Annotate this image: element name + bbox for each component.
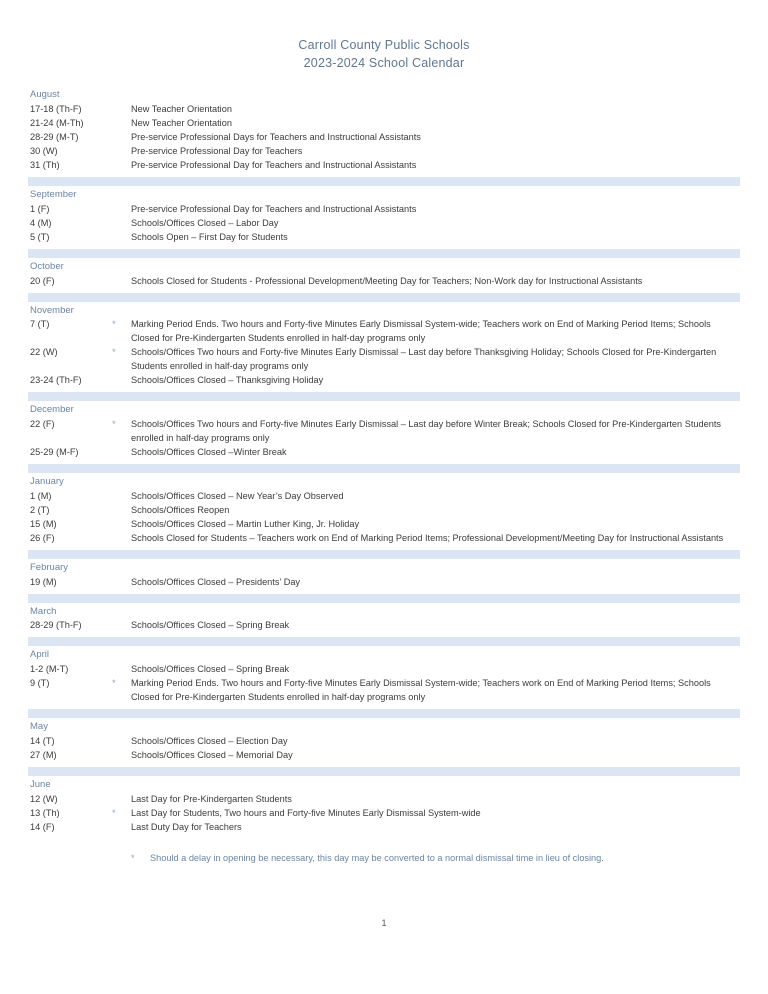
section-divider-band [28,594,740,603]
entry-date: 9 (T) [30,678,50,689]
title-line-2: 2023-2024 School Calendar [303,56,465,71]
month-section [28,460,740,546]
footnote-asterisk-marker: * [131,853,135,864]
entry-description: Schools/Offices Closed – Thanksgiving Holiday [131,375,324,386]
entry-description: Last Day for Students, Two hours and Forty-five Minutes Early Dismissal System-wide [131,807,481,818]
entry-description: Schools/Offices Closed – Spring Break [131,620,290,631]
calendar-entry [28,821,740,835]
entry-date: 20 (F) [30,275,55,286]
calendar-entry [28,504,740,518]
entry-description: Schools/Offices Closed – Memorial Day [131,749,293,760]
footnote [28,852,740,866]
month-section [28,633,740,705]
entry-description: Schools/Offices Reopen [131,504,230,515]
entry-date: 26 (F) [30,532,55,543]
calendar-entry [28,576,740,590]
month-heading: December [30,404,74,416]
entry-description: Schools/Offices Closed – Martin Luther King, Jr. Holiday [131,518,360,529]
entry-asterisk-marker: * [112,419,116,431]
calendar-entry [28,793,740,807]
entry-date: 7 (T) [30,319,50,330]
section-divider-band [28,550,740,559]
entry-description: Schools Open – First Day for Students [131,231,288,242]
entry-description: Schools/Offices Closed – Election Day [131,735,288,746]
entry-date: 1-2 (M-T) [30,664,69,675]
entry-description: New Teacher Orientation [131,118,232,129]
calendar-entry [28,117,740,131]
calendar-entry [28,217,740,231]
month-section [28,245,740,289]
month-heading: March [30,605,57,617]
calendar-entry [28,374,740,388]
month-section [28,388,740,460]
month-heading: January [30,476,64,488]
month-heading: February [30,561,69,573]
calendar-entry [28,807,740,821]
calendar-entry [28,490,740,504]
entry-date: 5 (T) [30,231,50,242]
entry-description: Marking Period Ends. Two hours and Forty-five Minutes Early Dismissal System-wide; Teachers work on End of Marking Period Items; Schools Closed for Pre-Kindergarten Students enrolled in half-day programs only [131,319,711,344]
document-title [0,0,768,72]
entry-date: 22 (F) [30,419,55,430]
entry-date: 1 (M) [30,490,52,501]
calendar-entry [28,677,740,705]
calendar-entry [28,446,740,460]
calendar-entry [28,231,740,245]
calendar-entry [28,418,740,446]
month-section [28,86,740,173]
section-divider-band [28,637,740,646]
entry-date: 14 (T) [30,735,55,746]
calendar-entry [28,275,740,289]
entry-date: 25-29 (M-F) [30,447,79,458]
footnote-text: Should a delay in opening be necessary, this day may be converted to a normal dismissal time in lieu of closing. [150,853,604,864]
entry-asterisk-marker: * [112,678,116,690]
month-section [28,705,740,763]
month-heading: October [30,260,64,272]
section-divider-band [28,249,740,258]
entry-date: 4 (M) [30,217,52,228]
month-section [28,590,740,634]
entry-description: Marking Period Ends. Two hours and Forty-five Minutes Early Dismissal System-wide; Teachers work on End of Marking Period Items; Schools Closed for Pre-Kindergarten Students enrolled in half-day programs only [131,678,711,703]
calendar-entry [28,159,740,173]
calendar-entry [28,103,740,117]
calendar-entry [28,131,740,145]
month-section [28,173,740,245]
entry-date: 31 (Th) [30,160,60,170]
entry-description: Schools/Offices Two hours and Forty-five Minutes Early Dismissal – Last day before Thanksgiving Holiday; Schools Closed for Pre-Kindergarten Students enrolled in half-day programs only [131,347,717,372]
section-divider-band [28,293,740,302]
month-section [28,763,740,835]
calendar-entry [28,518,740,532]
calendar-entry [28,749,740,763]
page-number: 1 [381,918,387,928]
entry-description: New Teacher Orientation [131,104,232,115]
entry-description: Schools/Offices Closed – Presidents’ Day [131,576,301,587]
entry-description: Schools/Offices Closed – Labor Day [131,217,279,228]
entry-asterisk-marker: * [112,347,116,359]
entry-date: 2 (T) [30,504,50,515]
calendar-entry [28,203,740,217]
entry-description: Schools/Offices Closed – Spring Break [131,664,290,675]
month-heading: April [30,649,50,661]
calendar-sections [0,86,768,866]
entry-date: 23-24 (Th-F) [30,375,82,386]
entry-asterisk-marker: * [112,807,116,819]
entry-description: Schools Closed for Students – Teachers work on End of Marking Period Items; Professional Development/Meeting Day for Instructional Assistants [131,532,724,543]
entry-date: 14 (F) [30,822,55,833]
entry-description: Schools/Offices Closed –Winter Break [131,447,287,458]
entry-date: 22 (W) [30,347,58,358]
section-divider-band [28,464,740,473]
month-heading: November [30,304,74,316]
entry-description: Schools Closed for Students - Professional Development/Meeting Day for Teachers; Non-Work day for Instructional Assistants [131,275,643,286]
calendar-entry [28,619,740,633]
section-divider-band [28,177,740,186]
section-divider-band [28,709,740,718]
entry-asterisk-marker: * [112,319,116,331]
entry-date: 19 (M) [30,576,57,587]
entry-description: Pre-service Professional Days for Teachers and Instructional Assistants [131,132,421,143]
entry-date: 21-24 (M-Th) [30,118,84,129]
entry-date: 28-29 (M-T) [30,132,79,143]
entry-description: Last Duty Day for Teachers [131,822,242,833]
section-divider-band [28,392,740,401]
entry-date: 12 (W) [30,793,58,804]
entry-date: 27 (M) [30,749,57,760]
title-line-1: Carroll County Public Schools [298,38,470,52]
entry-description: Last Day for Pre-Kindergarten Students [131,793,292,804]
entry-description: Pre-service Professional Day for Teachers and Instructional Assistants [131,203,417,214]
calendar-entry [28,663,740,677]
section-divider-band [28,767,740,776]
month-heading: June [30,778,51,790]
month-heading: August [30,89,60,101]
entry-date: 30 (W) [30,146,58,157]
entry-description: Pre-service Professional Day for Teachers and Instructional Assistants [131,160,417,170]
entry-date: 28-29 (Th-F) [30,620,82,631]
entry-date: 13 (Th) [30,807,60,818]
calendar-entry [28,145,740,159]
entry-date: 17-18 (Th-F) [30,104,82,115]
entry-description: Schools/Offices Closed – New Year’s Day Observed [131,490,344,501]
month-heading: May [30,721,48,733]
entry-description: Pre-service Professional Day for Teachers [131,146,303,157]
entry-date: 1 (F) [30,203,50,214]
calendar-entry [28,346,740,374]
month-heading: September [30,188,77,200]
month-section [28,546,740,590]
entry-date: 15 (M) [30,518,57,529]
calendar-entry [28,532,740,546]
entry-description: Schools/Offices Two hours and Forty-five Minutes Early Dismissal – Last day before Winter Break; Schools Closed for Pre-Kindergarten Students enrolled in half-day programs only [131,419,721,444]
calendar-entry [28,318,740,346]
month-section [28,289,740,389]
calendar-entry [28,735,740,749]
